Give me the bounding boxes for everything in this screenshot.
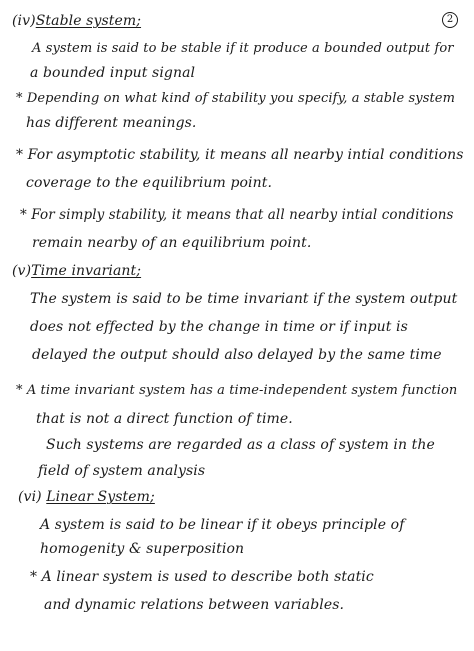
section-heading-time-invariant xyxy=(12,262,141,280)
text-line: A system is said to be linear if it obeys principle of xyxy=(40,517,405,533)
page-number: 2 xyxy=(442,12,458,28)
section-number: (vi) xyxy=(18,489,42,505)
text-line: and dynamic relations between variables. xyxy=(44,597,345,613)
text-line: does not effected by the change in time or if input is xyxy=(30,319,408,335)
section-heading-stable-system xyxy=(12,12,141,30)
text-line: * For asymptotic stability, it means all nearby intial conditions xyxy=(16,147,464,163)
text-line: a bounded input signal xyxy=(30,65,196,81)
text-line: A system is said to be stable if it produce a bounded output for xyxy=(32,41,454,56)
section-number: (v) xyxy=(12,263,32,279)
text-line: has different meanings. xyxy=(26,115,197,131)
section-heading-linear-system xyxy=(18,488,155,506)
section-title: Time invariant; xyxy=(31,263,142,279)
section-title: Stable system; xyxy=(35,13,142,29)
text-line: delayed the output should also delayed by the same time xyxy=(32,347,442,363)
text-line: Such systems are regarded as a class of system in the xyxy=(46,437,435,453)
text-line: * A time invariant system has a time-independent system function xyxy=(16,383,458,398)
text-line: * Depending on what kind of stability you specify, a stable system xyxy=(16,91,456,106)
text-line: * A linear system is used to describe both static xyxy=(30,569,374,585)
text-line: * For simply stability, it means that all nearby intial conditions xyxy=(20,207,454,223)
text-line: remain nearby of an equilibrium point. xyxy=(32,235,312,251)
text-line: coverage to the equilibrium point. xyxy=(26,175,273,191)
text-line: homogenity & superposition xyxy=(40,541,245,557)
text-line: field of system analysis xyxy=(38,463,206,479)
text-line: The system is said to be time invariant if the system output xyxy=(30,291,458,307)
section-number: (iv) xyxy=(12,13,36,29)
section-title: Linear System; xyxy=(46,489,155,505)
text-line: that is not a direct function of time. xyxy=(36,411,293,427)
